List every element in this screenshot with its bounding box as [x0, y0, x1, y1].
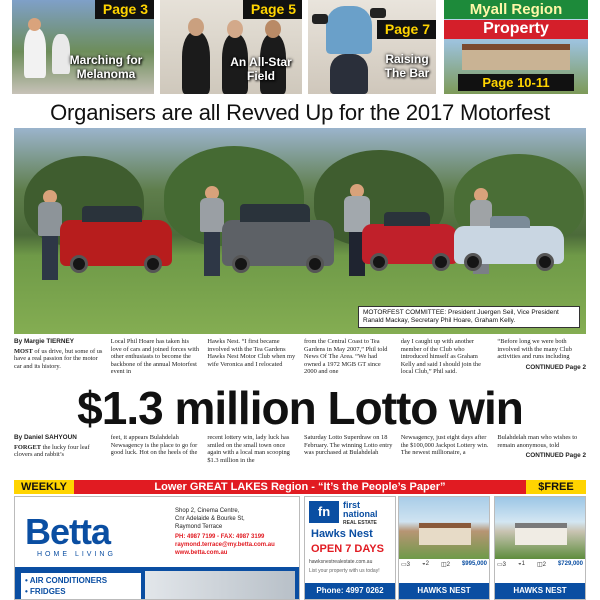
teaser-strip [12, 0, 588, 94]
teaser-all-star[interactable] [160, 0, 302, 94]
story-column [111, 434, 200, 476]
photo-man-2-legs [204, 232, 220, 276]
betta-phone: PH: 4987 7199 - FAX: 4987 3199 [175, 534, 265, 540]
story-column [401, 434, 490, 476]
car-window [490, 216, 530, 228]
office-phone: Phone: 4997 0262 [305, 583, 395, 599]
car-wheel [144, 255, 162, 273]
address-line: Shop 2, Cinema Centre, [175, 508, 240, 514]
motorfest-photo [14, 128, 586, 334]
lotto-headline: $1.3 million Lotto win [77, 382, 523, 434]
photo-woman-1 [182, 32, 210, 94]
betta-item: • AIR CONDITIONERS [25, 576, 108, 585]
listing-beds: 3 [502, 562, 507, 568]
story-column [497, 338, 586, 382]
first-national-brand [343, 501, 378, 528]
betta-ad[interactable] [14, 496, 300, 600]
listing-meta [401, 561, 487, 568]
lotto-story [14, 434, 586, 476]
listing-location: HAWKS NEST [495, 583, 585, 599]
teaser-page-label: Page 5 [243, 0, 302, 19]
story-text: recent lottery win, lady luck has smiled on the small town once again with a local man scooping $1.3 million in the [207, 434, 290, 464]
story-text: the lucky four leaf clovers and rabbit’s [14, 443, 90, 459]
photo-caption: MOTORFEST COMMITTEE: President Juergen Seil, Vice President Ranald Mackay, Secretary Phil Hoare, Graham Kelly. [358, 306, 580, 328]
betta-item: • FRIDGES [25, 587, 66, 596]
photo-mgb-car [362, 224, 458, 264]
photo-lifter-shorts [330, 54, 368, 94]
story-text: Hawks Nest. “I first became involved with the Tea Gardens Hawks Nest Motor Club when my wife Veronica and I relocated [207, 338, 296, 368]
car-wheel [370, 253, 388, 271]
first-national-ad[interactable] [304, 496, 396, 600]
listing-cars: 2 [446, 562, 450, 568]
story-column [14, 434, 103, 476]
betta-tagline: HOME LIVING [37, 551, 116, 558]
story-text: of us drive, but some of us have a real passion for the motor car and its history. [14, 347, 103, 370]
listing-location: HAWKS NEST [399, 583, 489, 599]
car-wheel [70, 255, 88, 273]
photo-woman-1-head [188, 18, 204, 36]
car-wheel [432, 253, 450, 271]
car-icon: ◫2 [536, 562, 546, 568]
story-column [304, 434, 393, 476]
car-window [384, 212, 430, 226]
betta-contact [175, 533, 275, 557]
dumbbell-icon [370, 8, 386, 18]
story-column [401, 338, 490, 382]
story-column [207, 434, 296, 476]
continued-link[interactable]: CONTINUED Page 2 [525, 452, 587, 460]
betta-photo [145, 571, 295, 599]
story-column [497, 434, 586, 476]
banner-weekly: WEEKLY [14, 480, 74, 494]
listing-house [515, 523, 567, 545]
photo-man-2 [200, 186, 224, 276]
car-wheel [306, 255, 324, 273]
photo-blue-car [454, 226, 564, 264]
banner-tagline: Lower GREAT LAKES Region - “It’s the People’s Paper” [154, 481, 446, 493]
betta-logo: Betta [25, 511, 111, 552]
teaser-region-subtitle: Property [444, 20, 588, 39]
main-headline: Organisers are all Revved Up for the 2017 Motorfest [50, 100, 550, 125]
brand-line: REAL ESTATE [343, 520, 377, 526]
dumbbell-icon [312, 14, 328, 24]
story-byline: By Daniel SAHYOUN [14, 434, 77, 441]
story-text: Newsagency, just eight days after the $100,000 Jackpot Lottery win. The newest millionaire, a [400, 434, 489, 457]
office-name: Hawks Nest [311, 528, 373, 540]
story-column [14, 338, 103, 382]
bath-icon: ◒1 [518, 561, 525, 567]
story-lead-word: MOST [14, 347, 33, 355]
story-text: feet, it appears Bulahdelah Newsagency is the place to go for good luck. Hot on the heels of the [110, 434, 198, 457]
listing-baths: 2 [425, 561, 429, 567]
photo-man-1-shirt [38, 202, 62, 236]
brand-line: national [343, 509, 378, 519]
story-text: day I caught up with another member of the Club who introduced himself as Graham Kelly and said I should join the local Club,” Phil said. [400, 338, 481, 376]
listing-baths: 1 [521, 561, 525, 567]
property-listing[interactable] [494, 496, 586, 600]
photo-runner [24, 28, 46, 78]
address-line: Cnr Adelaide & Bourke St, [175, 516, 245, 522]
betta-email: raymond.terrace@my.betta.com.au [175, 542, 275, 548]
teaser-property[interactable] [444, 0, 588, 94]
open-hours: OPEN 7 DAYS [311, 543, 384, 555]
property-listing[interactable] [398, 496, 490, 600]
betta-address [175, 507, 245, 531]
teaser-page-label: Page 3 [95, 0, 154, 19]
betta-web: www.betta.com.au [175, 550, 228, 556]
motorfest-story [14, 338, 586, 382]
car-icon: ◫2 [440, 562, 450, 568]
bath-icon: ◒2 [422, 561, 429, 567]
photo-woman-2-head [227, 20, 243, 38]
photo-grey-car [222, 220, 334, 266]
photo-man-2-shirt [200, 198, 224, 232]
photo-house [462, 44, 570, 70]
betta-items [21, 573, 141, 600]
listing-meta [497, 561, 583, 568]
story-column [111, 338, 200, 382]
story-text: from the Central Coast to Tea Gardens in May 2007,” Phil told News Of The Area. “We had owned a 1972 MGB GT since 2000 and one [304, 338, 388, 376]
story-lead-word: FORGET [14, 443, 41, 451]
address-line: Raymond Terrace [175, 524, 223, 530]
listing-price: $995,000 [461, 561, 487, 567]
story-text: Local Phil Hoare has taken his love of cars and joined forces with other enthusiasts to become the backbone of the annual Motorfest event in [110, 338, 200, 376]
teaser-page-label: Page 7 [377, 20, 436, 39]
photo-man-1 [38, 190, 62, 280]
teaser-melanoma[interactable] [12, 0, 154, 94]
paper-banner [14, 480, 586, 494]
car-window [240, 204, 310, 222]
teaser-raising-bar[interactable] [308, 0, 436, 94]
teaser-region-title: Myall Region [444, 0, 588, 19]
story-text: “Before long we were both involved with the many Club activities and runs including [497, 338, 572, 361]
story-text: Bulahdelah man who wishes to remain anonymous, told [497, 434, 578, 449]
listing-beds: 3 [406, 562, 411, 568]
teaser-caption: An All-Star Field [230, 55, 292, 83]
photo-red-car [60, 220, 172, 266]
teaser-caption: Raising The Bar [384, 52, 430, 80]
banner-free: $FREE [526, 480, 586, 494]
story-byline: By Margie TIERNEY [14, 338, 75, 345]
continued-link[interactable]: CONTINUED Page 2 [525, 363, 587, 371]
bed-icon: ▭3 [401, 562, 411, 568]
listing-price: $729,000 [557, 561, 583, 567]
story-text: Saturday Lotto Superdraw on 18 February. The winning Lotto entry was purchased at Bulahdelah [304, 434, 393, 457]
office-web: hawksnestrealestate.com.au [309, 559, 373, 565]
teaser-page-label: Page 10-11 [458, 74, 574, 91]
car-wheel [464, 253, 482, 271]
car-window [82, 206, 142, 222]
listing-cars: 2 [542, 562, 546, 568]
office-list-text: List your property with us today! [309, 568, 380, 574]
photo-man-1-legs [42, 236, 58, 280]
story-column [304, 338, 393, 382]
car-wheel [536, 253, 554, 271]
listing-house [419, 523, 471, 545]
teaser-caption: Marching for Melanoma [69, 53, 143, 81]
photo-lifter-shirt [326, 6, 372, 54]
story-column [207, 338, 296, 382]
car-wheel [232, 255, 250, 273]
photo-runner-head [28, 18, 41, 31]
first-national-logo-icon: fn [309, 501, 339, 523]
bed-icon: ▭3 [497, 562, 507, 568]
photo-woman-3-head [265, 20, 281, 38]
brand-line: first [343, 500, 361, 510]
